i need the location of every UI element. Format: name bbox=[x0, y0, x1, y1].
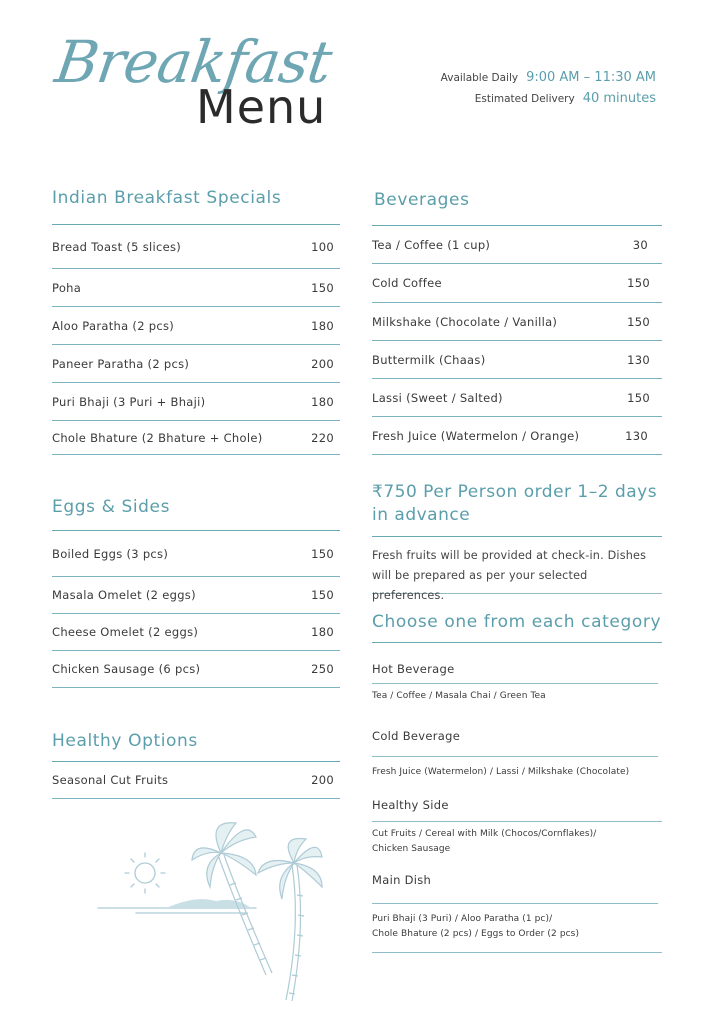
item-price: 30 bbox=[632, 237, 648, 252]
palm-fronds-left bbox=[192, 823, 256, 887]
category-label: Main Dish bbox=[372, 873, 432, 887]
item-name: Lassi (Sweet / Salted) bbox=[372, 390, 503, 405]
palm-trunk-right bbox=[286, 865, 301, 1001]
sun-rays-icon bbox=[125, 853, 165, 893]
item-name: Chicken Sausage (6 pcs) bbox=[52, 662, 201, 676]
menu-item bbox=[372, 303, 662, 341]
item-name: Masala Omelet (2 eggs) bbox=[52, 588, 196, 602]
menu-item bbox=[52, 225, 340, 269]
delivery-label: Estimated Delivery bbox=[474, 93, 575, 105]
item-price: 150 bbox=[627, 390, 650, 405]
availability-value: 9:00 AM – 11:30 AM bbox=[526, 70, 656, 85]
item-name: Paneer Paratha (2 pcs) bbox=[52, 356, 190, 371]
menu-item bbox=[52, 762, 340, 799]
indian-specials-section bbox=[52, 188, 340, 455]
title-menu: Menu bbox=[196, 80, 327, 134]
item-name: Chole Bhature (2 Bhature + Chole) bbox=[52, 430, 263, 445]
item-name: Puri Bhaji (3 Puri + Bhaji) bbox=[52, 394, 206, 409]
menu-item bbox=[52, 614, 340, 651]
item-price: 130 bbox=[625, 428, 648, 443]
category-options bbox=[372, 904, 662, 952]
package-section bbox=[372, 481, 662, 602]
category-options: Tea / Coffee / Masala Chai / Green Tea bbox=[372, 691, 546, 701]
item-name: Bread Toast (5 slices) bbox=[52, 239, 182, 254]
item-name: Cold Coffee bbox=[372, 276, 442, 290]
item-name: Seasonal Cut Fruits bbox=[52, 773, 169, 787]
item-name: Boiled Eggs (3 pcs) bbox=[52, 546, 169, 561]
delivery-info bbox=[475, 91, 656, 106]
category-options-line: Chicken Sausage bbox=[372, 844, 451, 854]
category-options-line: Puri Bhaji (3 Puri) / Aloo Paratha (1 pc)/ bbox=[372, 914, 553, 924]
item-name: Poha bbox=[52, 280, 82, 295]
title-script: Breakfast bbox=[51, 28, 336, 96]
beverages-section bbox=[372, 190, 662, 455]
item-price: 200 bbox=[311, 356, 334, 371]
menu-item bbox=[52, 383, 340, 421]
item-price: 150 bbox=[627, 314, 650, 329]
menu-item bbox=[372, 264, 662, 303]
item-price: 180 bbox=[311, 394, 334, 409]
item-price: 220 bbox=[311, 430, 334, 445]
category-options bbox=[372, 822, 662, 857]
category-options-line: Cut Fruits / Cereal with Milk (Chocos/Cornflakes)/ bbox=[372, 829, 597, 839]
palm-fronds-right bbox=[258, 839, 322, 900]
menu-item bbox=[52, 345, 340, 383]
item-price: 150 bbox=[311, 588, 334, 602]
availability-info bbox=[441, 70, 656, 85]
section-divider bbox=[372, 952, 662, 953]
item-price: 250 bbox=[311, 662, 334, 676]
item-price: 100 bbox=[311, 239, 334, 254]
category-options: Fresh Juice (Watermelon) / Lassi / Milkshake (Chocolate) bbox=[372, 767, 630, 777]
item-price: 180 bbox=[311, 625, 334, 639]
section-title: Choose one from each category bbox=[372, 612, 662, 632]
item-name: Tea / Coffee (1 cup) bbox=[372, 237, 491, 252]
delivery-value: 40 minutes bbox=[582, 91, 656, 106]
item-name: Fresh Juice (Watermelon / Orange) bbox=[372, 428, 580, 443]
item-price: 150 bbox=[627, 276, 650, 290]
menu-item bbox=[52, 421, 340, 455]
menu-item bbox=[52, 269, 340, 307]
category-options-line: Chole Bhature (2 pcs) / Eggs to Order (2 pcs) bbox=[372, 929, 580, 939]
menu-item bbox=[52, 577, 340, 614]
item-name: Aloo Paratha (2 pcs) bbox=[52, 318, 175, 333]
item-price: 150 bbox=[311, 546, 334, 561]
section-title: Eggs & Sides bbox=[52, 497, 171, 517]
menu-item bbox=[52, 651, 340, 688]
menu-item bbox=[372, 341, 662, 379]
menu-item bbox=[52, 307, 340, 345]
section-title: Healthy Options bbox=[52, 731, 198, 751]
eggs-sides-section bbox=[52, 497, 340, 688]
availability-label: Available Daily bbox=[440, 72, 519, 84]
healthy-section bbox=[52, 731, 340, 799]
menu-item bbox=[372, 417, 662, 455]
category-label: Healthy Side bbox=[372, 798, 449, 812]
item-price: 200 bbox=[311, 773, 334, 787]
category-label: Cold Beverage bbox=[372, 729, 461, 743]
beach-palm-illustration bbox=[96, 815, 336, 1010]
item-price: 130 bbox=[627, 352, 650, 367]
package-headline: ₹750 Per Person order 1–2 days in advance bbox=[372, 482, 658, 525]
item-name: Milkshake (Chocolate / Vanilla) bbox=[372, 314, 558, 329]
item-name: Cheese Omelet (2 eggs) bbox=[52, 625, 199, 639]
category-label: Hot Beverage bbox=[372, 662, 455, 676]
section-title: Beverages bbox=[374, 190, 470, 210]
menu-item bbox=[372, 226, 662, 264]
package-note: Fresh fruits will be provided at check-in. Dishes will be prepared as per your selected preferences. bbox=[372, 549, 647, 602]
palm-trunk-left bbox=[218, 855, 272, 975]
item-price: 180 bbox=[311, 318, 334, 333]
section-title: Indian Breakfast Specials bbox=[52, 188, 282, 208]
item-price: 150 bbox=[311, 280, 334, 295]
menu-item bbox=[52, 531, 340, 577]
item-name: Buttermilk (Chaas) bbox=[372, 352, 486, 367]
choose-section bbox=[372, 612, 662, 953]
sun-icon bbox=[135, 863, 155, 883]
menu-item bbox=[372, 379, 662, 417]
